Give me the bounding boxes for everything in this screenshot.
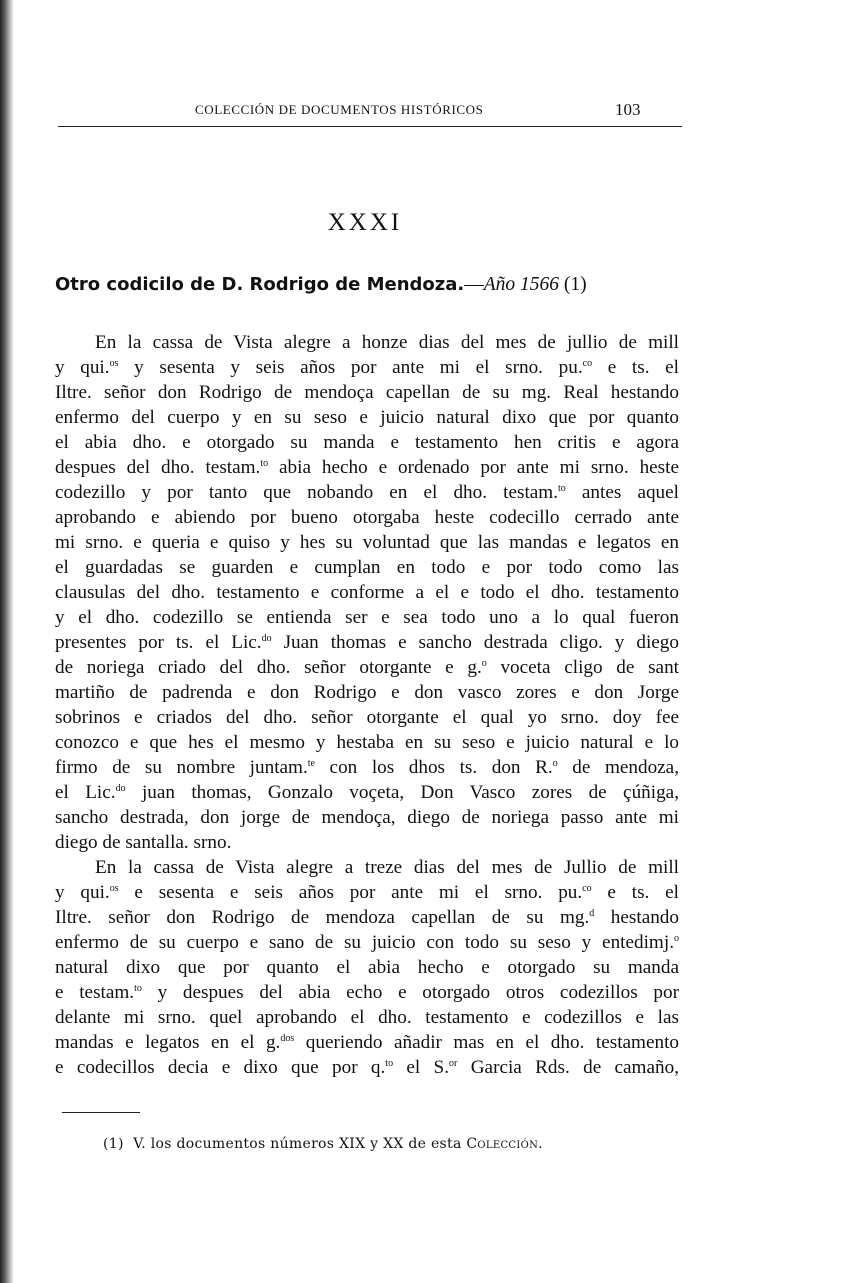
text-line: [55, 1005, 679, 1030]
text-segment: martiño de padrenda e don Rodrigo e don vasco zores e don Jorge: [55, 682, 679, 703]
text-segment: de noriega criado del dho. señor otorgante e g.: [55, 657, 482, 678]
text-segment: Iltre. señor don Rodrigo de mendoça capellan de su mg. Real hestando: [55, 382, 679, 403]
text-line: [55, 755, 679, 780]
text-line: [55, 680, 679, 705]
text-segment: codezillo y por tanto que nobando en el dho. testam.: [55, 482, 559, 503]
text-segment: de mendoza,: [557, 757, 679, 778]
superscript-abbreviation: o: [481, 658, 487, 669]
text-segment: e testam.: [55, 982, 135, 1003]
title-main: Otro codicilo de D. Rodrigo de Mendoza.: [55, 274, 465, 295]
superscript-abbreviation: os: [109, 883, 119, 894]
document-title: [55, 274, 695, 296]
text-line: [55, 480, 679, 505]
text-line: [55, 830, 679, 855]
superscript-abbreviation: to: [385, 1058, 394, 1069]
superscript-abbreviation: do: [115, 783, 126, 794]
title-year: Año 1566: [483, 274, 560, 295]
text-segment: sobrinos e criados del dho. señor otorgante el qual yo srno. doy fee: [55, 707, 679, 728]
text-line: [55, 805, 679, 830]
body-text: [55, 330, 679, 1080]
superscript-abbreviation: do: [261, 633, 272, 644]
text-line: [55, 705, 679, 730]
superscript-abbreviation: o: [552, 758, 558, 769]
text-line: [55, 855, 679, 880]
superscript-abbreviation: d: [589, 908, 595, 919]
text-segment: sancho destrada, don jorge de mendoça, diego de noriega passo ante mi: [55, 807, 679, 828]
text-line: [55, 930, 679, 955]
text-line: [55, 405, 679, 430]
superscript-abbreviation: to: [558, 483, 566, 494]
text-segment: firmo de su nombre juntam.: [55, 757, 308, 778]
text-segment: conozco e que hes el mesmo y hestaba en su seso e juicio natural e lo: [55, 732, 679, 753]
text-segment: y qui.: [55, 882, 110, 903]
running-head: [60, 100, 680, 122]
text-segment: En la cassa de Vista alegre a honze dias del mes de jullio de mill: [95, 332, 679, 353]
text-segment: mi srno. e queria e quiso y hes su voluntad que las mandas e legatos en: [55, 532, 679, 553]
text-line: [55, 605, 679, 630]
text-segment: e ts. el: [591, 882, 679, 903]
text-segment: aprobando e abiendo por bueno otorgaba heste codecillo cerrado ante: [55, 507, 679, 528]
text-segment: el S.: [393, 1057, 450, 1078]
title-footnote-ref: (1): [559, 274, 587, 295]
text-line: [55, 1030, 679, 1055]
superscript-abbreviation: te: [307, 758, 315, 769]
text-segment: hestando: [594, 907, 679, 928]
text-segment: enfermo del cuerpo y en su seso e juicio natural dixo que por quanto: [55, 407, 679, 428]
footnote-rule: [62, 1112, 140, 1113]
text-segment: e sesenta e seis años por ante mi el srno. pu.: [118, 882, 583, 903]
text-line: [55, 980, 679, 1005]
text-segment: y sesenta y seis años por ante mi el srno. pu.: [118, 357, 583, 378]
text-segment: y el dho. codezillo se entienda ser e sea todo uno a lo qual fueron: [55, 607, 679, 628]
text-segment: con los dhos ts. don R.: [314, 757, 553, 778]
document-number: XXXI: [327, 209, 403, 236]
text-segment: voceta cligo de sant: [486, 657, 680, 678]
text-line: [55, 380, 679, 405]
text-line: [55, 430, 679, 455]
text-line: [55, 455, 679, 480]
text-segment: el abia dho. e otorgado su manda e testamento hen critis e agora: [55, 432, 679, 453]
text-line: [55, 655, 679, 680]
text-line: [55, 630, 679, 655]
text-line: [55, 355, 679, 380]
superscript-abbreviation: o: [674, 933, 679, 944]
text-segment: e ts. el: [592, 357, 679, 378]
text-segment: despues del dho. testam.: [55, 457, 261, 478]
text-line: [55, 555, 679, 580]
text-segment: enfermo de su cuerpo e sano de su juicio con todo su seso y entedimj.: [55, 932, 674, 953]
text-line: [55, 780, 679, 805]
scan-edge-shadow: [0, 0, 14, 1283]
text-segment: y qui.: [55, 357, 110, 378]
superscript-abbreviation: dos: [280, 1033, 295, 1044]
page-number: 103: [615, 100, 641, 119]
superscript-abbreviation: to: [260, 458, 269, 469]
text-segment: natural dixo que por quanto el abia hecho e otorgado su manda: [55, 957, 679, 978]
title-dash: —: [464, 274, 484, 295]
text-line: [55, 730, 679, 755]
text-segment: En la cassa de Vista alegre a treze dias del mes de Jullio de mill: [95, 857, 679, 878]
superscript-abbreviation: to: [134, 983, 142, 994]
text-segment: el guardadas se guarden e cumplan en todo e por todo como las: [55, 557, 679, 578]
text-segment: Iltre. señor don Rodrigo de mendoza capellan de su mg.: [55, 907, 590, 928]
text-line: [55, 955, 679, 980]
header-rule: [58, 126, 682, 127]
text-segment: delante mi srno. quel aprobando el dho. testamento e codezillos e las: [55, 1007, 679, 1028]
text-segment: Garcia Rds. de camaño,: [457, 1057, 679, 1078]
text-line: [55, 1055, 679, 1080]
running-title: COLECCIÓN DE DOCUMENTOS HISTÓRICOS: [195, 102, 484, 117]
text-segment: e codecillos decia e dixo que por q.: [55, 1057, 386, 1078]
footnote-text: V. los documentos números XIX y XX de esta: [133, 1136, 462, 1152]
superscript-abbreviation: co: [582, 883, 592, 894]
paragraph: [55, 855, 679, 1080]
text-segment: mandas e legatos en el g.: [55, 1032, 281, 1053]
footnote: [103, 1136, 543, 1152]
text-line: [55, 505, 679, 530]
text-segment: diego de santalla. srno.: [55, 832, 232, 853]
text-segment: el Lic.: [55, 782, 116, 803]
footnote-collection: Colección.: [466, 1136, 543, 1152]
text-segment: Juan thomas e sancho destrada cligo. y diego: [271, 632, 679, 653]
footnote-marker: (1): [103, 1136, 124, 1152]
text-line: [55, 580, 679, 605]
text-line: [55, 530, 679, 555]
text-line: [55, 880, 679, 905]
text-segment: clausulas del dho. testamento e conforme a el e todo el dho. testamento: [55, 582, 679, 603]
text-segment: antes aquel: [565, 482, 680, 503]
superscript-abbreviation: os: [109, 358, 119, 369]
text-segment: presentes por ts. el Lic.: [55, 632, 262, 653]
text-line: [55, 330, 679, 355]
superscript-abbreviation: or: [449, 1058, 458, 1069]
paragraph: [55, 330, 679, 855]
text-segment: y despues del abia echo e otorgado otros codezillos por: [141, 982, 679, 1003]
text-segment: queriendo añadir mas en el dho. testamento: [294, 1032, 679, 1053]
text-segment: juan thomas, Gonzalo voçeta, Don Vasco zores de çúñiga,: [125, 782, 679, 803]
text-line: [55, 905, 679, 930]
text-segment: abia hecho e ordenado por ante mi srno. heste: [268, 457, 679, 478]
superscript-abbreviation: co: [582, 358, 593, 369]
